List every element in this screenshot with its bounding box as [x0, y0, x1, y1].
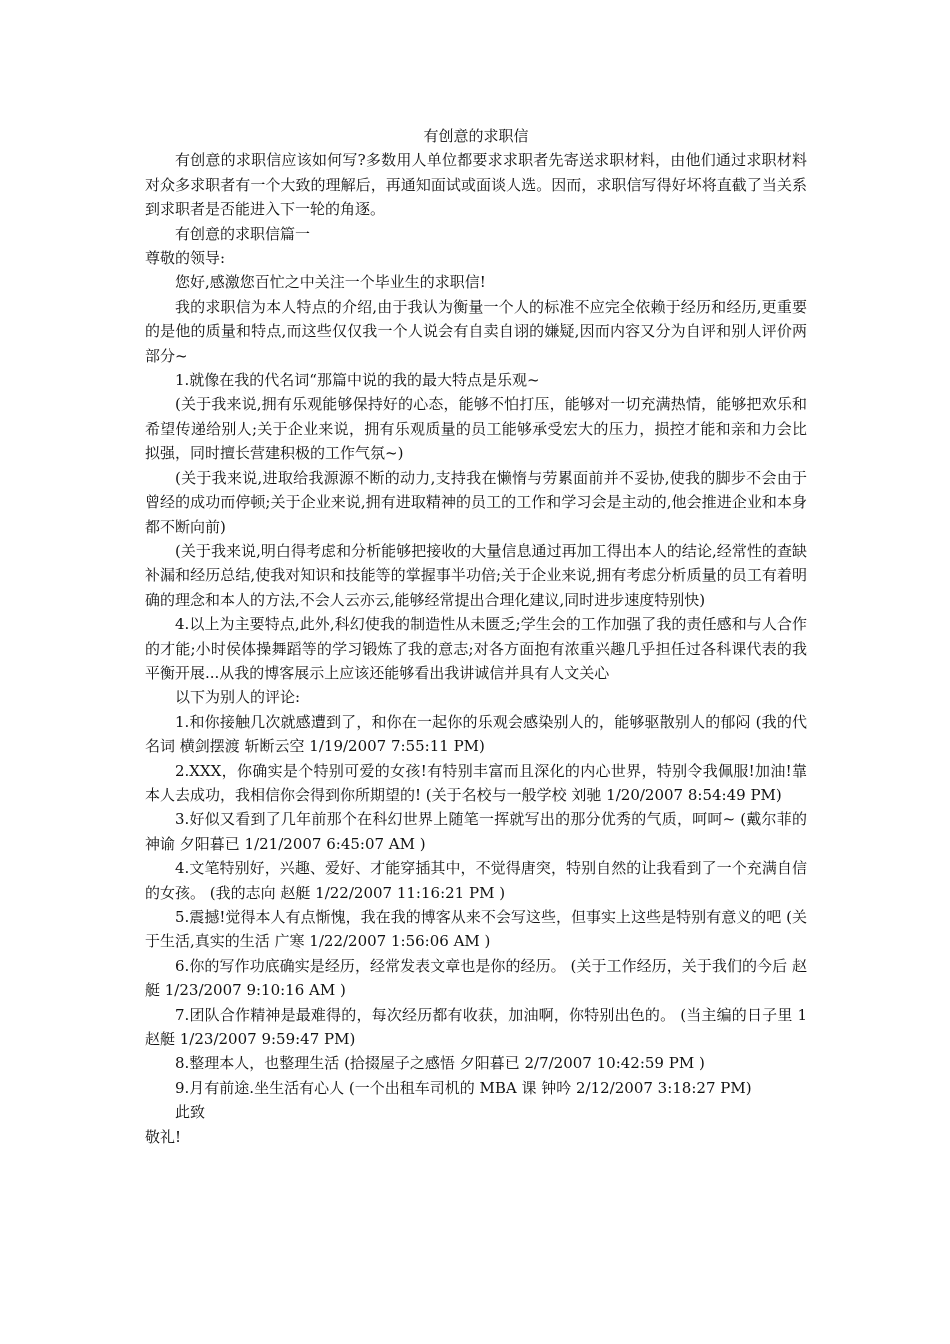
document-body: [145, 148, 807, 1149]
paragraph: (关于我来说,拥有乐观能够保持好的心态，能够不怕打压，能够对一切充满热情，能够把欢乐和希望传递给别人;关于企业来说，拥有乐观质量的员工能够承受宏大的压力，损控才能和亲和力会比拟强，同时擅长营建积极的工作气氛~): [145, 395, 807, 463]
paragraph: 1.和你接触几次就感遭到了，和你在一起你的乐观会感染别人的，能够驱散别人的郁闷 (我的代名词 横剑摆渡 斩断云空 1/19/2007 7:55:11 PM): [145, 712, 807, 756]
paragraph: 3.好似又看到了几年前那个在科幻世界上随笔一挥就写出的那分优秀的气质，呵呵~ (戴尔菲的神谕 夕阳暮已 1/21/2007 6:45:07 AM ): [145, 810, 807, 853]
paragraph: (关于我来说,进取给我源源不断的动力,支持我在懒惰与劳累面前并不妥协,使我的脚步不会由于曾经的成功而停顿;关于企业来说,拥有进取精神的员工的工作和学习会是主动的,他会推进企业和本身都不断向前): [145, 468, 807, 536]
paragraph: 尊敬的领导:: [145, 249, 226, 268]
paragraph: 此致: [175, 1103, 206, 1122]
paragraph: 2.XXX，你确实是个特别可爱的女孩!有特别丰富而且深化的内心世界，特别令我佩服!加油!靠本人去成功，我相信你会得到你所期望的! (关于名校与一般学校 刘驰 1/20/2007 8:54:49 PM): [145, 761, 807, 804]
paragraph: 以下为别人的评论:: [175, 688, 301, 707]
paragraph: 7.团队合作精神是最难得的，每次经历都有收获，加油啊，你特别出色的。 (当主编的日子里 1 赵艇 1/23/2007 9:59:47 PM): [145, 1005, 807, 1049]
paragraph: 4.文笔特别好，兴趣、爱好、才能穿插其中，不觉得唐突，特别自然的让我看到了一个充满自信的女孩。 (我的志向 赵艇 1/22/2007 11:16:21 PM ): [145, 859, 807, 902]
paragraph: 有创意的求职信篇一: [175, 224, 311, 243]
paragraph: 有创意的求职信应该如何写?多数用人单位都要求求职者先寄送求职材料，由他们通过求职材料对众多求职者有一个大致的理解后，再通知面试或面谈人选。因而，求职信写得好坏将直截了当关系到求职者是否能进入下一轮的角逐。: [145, 151, 807, 219]
paragraph: 4.以上为主要特点,此外,科幻使我的制造性从未匮乏;学生会的工作加强了我的责任感和与人合作的才能;小时侯体操舞蹈等的学习锻炼了我的意志;对各方面抱有浓重兴趣几乎担任过各科课代表的我平衡开展...从我的博客展示上应该还能够看出我讲诚信并具有人文关心: [145, 615, 807, 682]
document-title: 有创意的求职信: [423, 127, 529, 145]
paragraph: 我的求职信为本人特点的介绍,由于我认为衡量一个人的标准不应完全依赖于经历和经历,更重要的是他的质量和特点,而这些仅仅我一个人说会有自卖自诩的嫌疑,因而内容又分为自评和别人评价两部分~: [145, 297, 807, 365]
paragraph: 9.月有前途.坐生活有心人 (一个出租车司机的 MBA 课 钟吟 2/12/2007 3:18:27 PM): [175, 1078, 752, 1097]
document-page: [145, 124, 807, 1149]
paragraph: 6.你的写作功底确实是经历，经常发表文章也是你的经历。 (关于工作经历，关于我们的今后 赵艇 1/23/2007 9:10:16 AM ): [145, 956, 807, 1000]
paragraph: 1.就像在我的代名词“那篇中说的我的最大特点是乐观~: [175, 371, 540, 390]
paragraph: 8.整理本人，也整理生活 (拾掇屋子之感悟 夕阳暮已 2/7/2007 10:42:59 PM ): [175, 1054, 705, 1073]
paragraph: (关于我来说,明白得考虑和分析能够把接收的大量信息通过再加工得出本人的结论,经常性的查缺补漏和经历总结,使我对知识和技能等的掌握事半功倍;关于企业来说,拥有考虑分析质量的员工有着明确的理念和本人的方法,不会人云亦云,能够经常提出合理化建议,同时进步速度特别快): [145, 541, 807, 609]
paragraph: 您好,感激您百忙之中关注一个毕业生的求职信!: [175, 273, 486, 292]
paragraph: 敬礼!: [145, 1127, 182, 1146]
paragraph: 5.震撼!觉得本人有点惭愧，我在我的博客从来不会写这些，但事实上这些是特别有意义的吧 (关于生活,真实的生活 广寒 1/22/2007 1:56:06 AM ): [145, 908, 807, 951]
